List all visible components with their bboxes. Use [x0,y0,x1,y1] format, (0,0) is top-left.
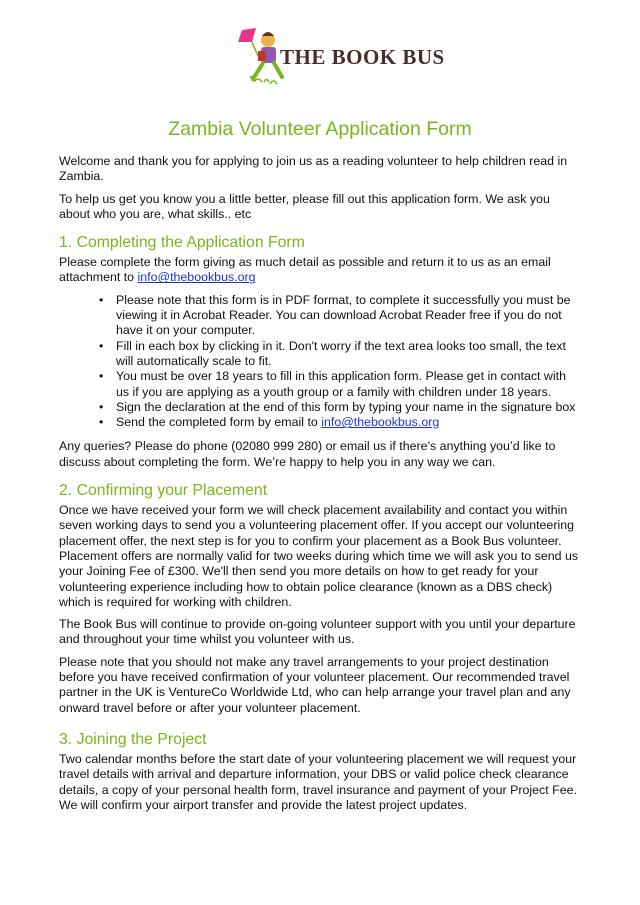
section-2-paragraph-3: Please note that you should not make any travel arrangements to your project destination before you have received confirmation of your volunteer placement. Our recommended travel partner in the UK is VentureCo Worldwide Ltd, who can help arrange your travel plan and any onward travel before or after your volunteer placement. [59,654,571,715]
book-bus-logo [228,26,445,94]
list-item: • You must be over 18 years to fill in this application form. Please get in contact with us if you are applying as a youth group or a family with children under 18 years. [116,369,579,400]
intro-paragraph-1: Welcome and thank you for applying to join us as a reading volunteer to help children read in Zambia. [59,154,568,184]
queries-paragraph: Any queries? Please do phone (02080 999 280) or email us if there’s anything you’d like to discuss about completing the form. We’re happy to help you in any way we can. [59,439,556,469]
list-item-text: Send the completed form by email to [116,415,322,430]
list-item: • Sign the declaration at the end of this form by typing your name in the signature box [116,400,579,415]
instructions-list [59,293,579,431]
page-title: Zambia Volunteer Application Form [168,118,472,140]
section-1-paragraph [59,255,579,286]
section-3-paragraph: Two calendar months before the start date of your volunteering placement we will request your travel details with arrival and departure information, your DBS or valid police check clearance details, a copy of your personal health form, travel insurance and payment of your Project Fee. We will confirm your airport transfer and provide the latest project updates. [59,751,577,812]
section-1-heading: 1. Completing the Application Form [59,234,305,252]
list-item: • Please note that this form is in PDF format, to complete it successfully you must be viewing it in Acrobat Reader. You can download Acrobat Reader free if you do not have it on your computer. [116,293,579,339]
logo-text: THE BOOK BUS [280,45,445,69]
intro-paragraph-2: To help us get you know you a little better, please fill out this application form. We ask you about who you are, what skills.. etc [59,191,550,221]
email-link[interactable]: info@thebookbus.org [321,415,440,430]
list-item [116,415,579,430]
reading-child-kite-icon [228,26,445,94]
section-2-paragraph-1: Once we have received your form we will check placement availability and contact you within seven working days to send you a volunteering placement offer. If you accept our volunteering placement offer, the next step is for you to confirm your placement as a Book Bus volunteer. Placement offers are normally valid for two weeks during which time we will ask you to send us your Joining Fee of £300. We'll then send you more details on how to get ready for your volunteering experience including how to obtain police clearance (known as a DBS check) which is required for working with children. [59,503,579,609]
section-3-heading: 3. Joining the Project [59,730,207,748]
list-item: • Fill in each box by clicking in it. Don't worry if the text area looks too small, the text will automatically scale to fit. [116,339,579,370]
section-2-heading: 2. Confirming your Placement [59,482,268,500]
section-2-paragraph-2: The Book Bus will continue to provide on-going volunteer support with you until your departure and throughout your time whilst you volunteer with us. [59,617,576,647]
document-body [59,154,579,820]
email-link[interactable]: info@thebookbus.org [137,270,256,285]
section-1-text: Please complete the form giving as much detail as possible and return it to us as an email attachment to [59,255,551,285]
